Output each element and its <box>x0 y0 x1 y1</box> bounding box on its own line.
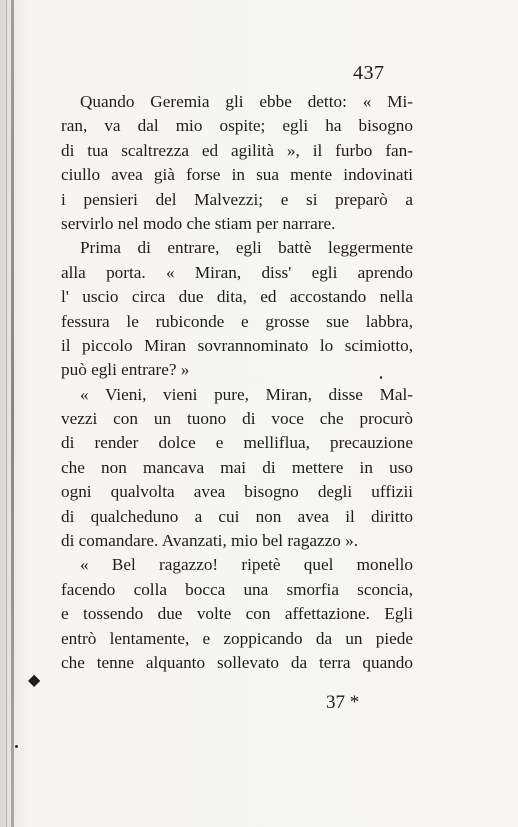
text-line: che tenne alquanto sollevato da terra quando <box>61 652 413 672</box>
page-gutter-shadow <box>6 0 7 827</box>
text-line: ran, va dal mio ospite; egli ha bisogno <box>61 116 413 136</box>
text-line: che non mancava mai di mettere in uso <box>61 457 413 477</box>
text-line: di render dolce e melliflua, precauzione <box>61 433 413 453</box>
text-line: di qualcheduno a cui non avea il diritto <box>61 506 413 526</box>
text-line: alla porta. « Miran, diss' egli aprendo <box>61 262 413 282</box>
text-line: fessura le rubiconde e grosse sue labbra, <box>61 311 413 331</box>
ink-speck <box>15 745 18 748</box>
text-line: entrò lentamente, e zoppicando da un piede <box>61 628 413 648</box>
text-line: i pensieri del Malvezzi; e si preparò a <box>61 189 413 209</box>
text-line: « Vieni, vieni pure, Miran, disse Mal- <box>80 384 413 404</box>
text-line: il piccolo Miran sovrannominato lo scimiotto, <box>61 335 413 355</box>
body-text <box>61 90 413 675</box>
ink-speck <box>380 376 382 379</box>
text-line: può egli entrare? » <box>61 360 190 380</box>
page-gutter-edge <box>11 0 14 827</box>
text-line: Quando Geremia gli ebbe detto: « Mi- <box>80 92 413 111</box>
text-line: facendo colla bocca una smorfia sconcia, <box>61 579 413 599</box>
text-line: « Bel ragazzo! ripetè quel monello <box>80 555 413 575</box>
text-line: ciullo avea già forse in sua mente indovinati <box>61 165 413 185</box>
text-line: ogni qualvolta avea bisogno degli uffizii <box>61 482 413 502</box>
margin-mark: ◆ <box>28 672 41 689</box>
text-line: l' uscio circa due dita, ed accostando nella <box>61 287 413 307</box>
text-line: Prima di entrare, egli battè leggermente <box>80 238 413 258</box>
printer-signature: 37 * <box>326 692 360 713</box>
text-line: servirlo nel modo che stiam per narrare. <box>61 213 336 233</box>
text-line: di tua scaltrezza ed agilità », il furbo fan- <box>61 140 413 160</box>
text-line: e tossendo due volte con affettazione. Egli <box>61 604 413 624</box>
text-line: vezzi con un tuono di voce che procurò <box>61 409 413 429</box>
text-line: di comandare. Avanzati, mio bel ragazzo ». <box>61 531 358 551</box>
page-number: 437 <box>353 62 385 84</box>
